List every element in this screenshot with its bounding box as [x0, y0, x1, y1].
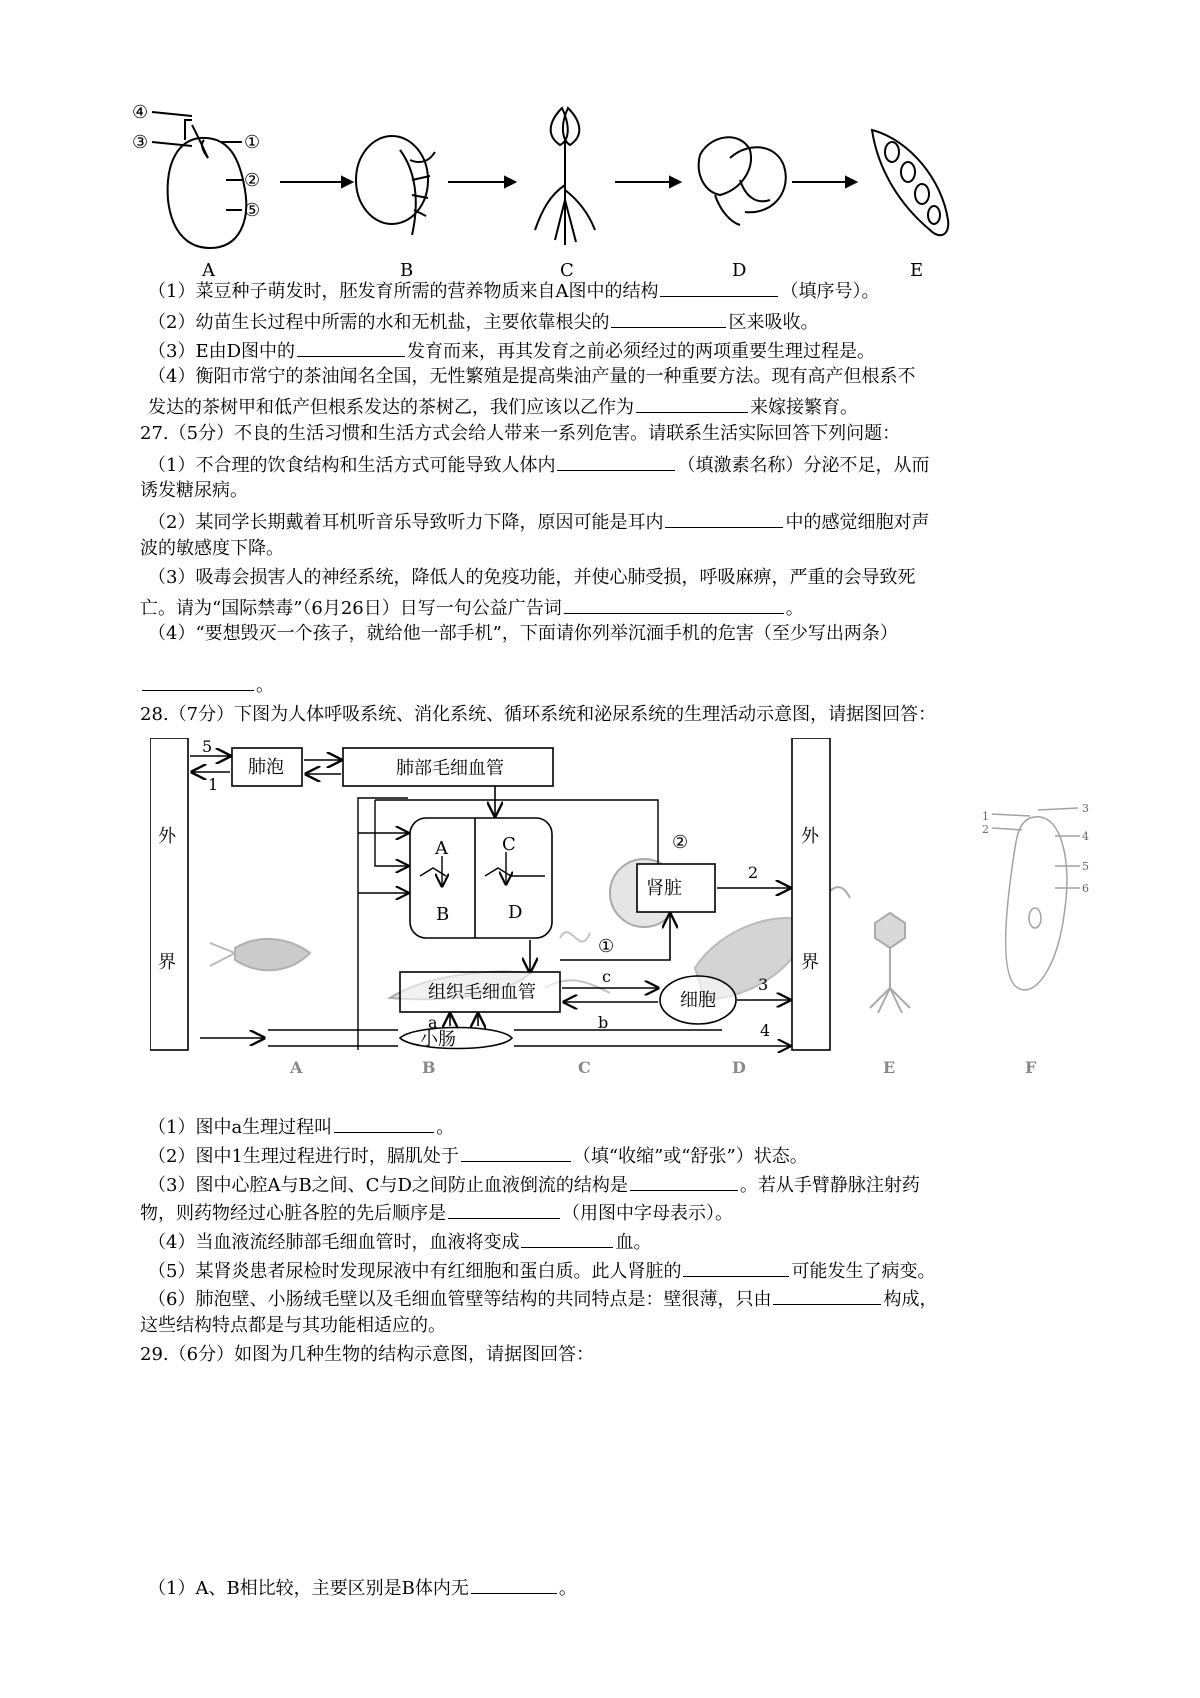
answer-blank[interactable]	[471, 1573, 557, 1594]
q28-answer-3: （3）图中心腔A与B之间、C与D之间防止血液倒流的结构是 。若从手臂静脉注射药	[148, 1170, 920, 1199]
outer-left-char-2: 界	[158, 952, 176, 973]
f-num-3: 3	[1082, 802, 1089, 815]
outer-world-left-box	[150, 738, 188, 1050]
q27-title: 27.（5分）不良的生活习惯和生活方式会给人带来一系列危害。请联系生活实际回答下列问题：	[140, 423, 901, 444]
q28-answer-7: （6）肺泡壁、小肠绒毛壁以及毛细血管壁等结构的共同特点是：壁很薄，只由 构成，	[148, 1284, 937, 1313]
heart-chamber-d: D	[508, 902, 523, 923]
q27-line-7: （4）“要想毁灭一个孩子，就给他一部手机”，下面请你列举沉湎手机的危害（至少写出两条）	[148, 623, 898, 644]
arrow-label-5: 5	[202, 738, 213, 756]
cell-label: 细胞	[680, 990, 716, 1011]
q28-answer-2: （2）图中1生理过程进行时，膈肌处于 （填“收缩”或“舒张”）状态。	[148, 1141, 808, 1170]
flower-d	[699, 137, 786, 225]
answer-blank[interactable]	[665, 507, 783, 528]
f-num-1: 1	[982, 810, 989, 823]
seed-development-figure	[130, 100, 960, 280]
q27-line-5: （3）吸毒会损害人的神经系统，降低人的免疫功能，并使心肺受损，呼吸麻痹，严重的会导致死	[148, 567, 916, 588]
q28-answer-8: 这些结构特点都是与其功能相适应的。	[140, 1315, 446, 1336]
q26-line-5: 发达的茶树甲和低产但根系发达的茶树乙，我们应该以乙作为 来嫁接繁育。	[148, 392, 858, 421]
answer-blank[interactable]	[611, 307, 726, 328]
overlay-letter-f: F	[1025, 1058, 1037, 1077]
q26-line-4: （4）衡阳市常宁的茶油闻名全国，无性繁殖是提高柴油产量的一种重要方法。现有高产但根系不	[148, 366, 916, 387]
f-num-4: 4	[1082, 830, 1089, 843]
arrow-label-c: c	[602, 967, 611, 986]
overlay-letter-b: B	[422, 1058, 436, 1077]
lung-capillary-label: 肺部毛细血管	[396, 758, 504, 779]
overlay-letter-a: A	[290, 1058, 303, 1077]
seedling-c	[535, 108, 595, 245]
panel-label-c: C	[560, 260, 574, 280]
q27-line-1: （1）不合理的饮食结构和生活方式可能导致人体内 （填激素名称）分泌不足，从而	[148, 450, 929, 479]
answer-blank[interactable]	[683, 1256, 789, 1277]
q26-line-1: （1）菜豆种子萌发时，胚发育所需的营养物质来自A图中的结构 （填序号）。	[148, 276, 879, 305]
heart-chamber-c: C	[502, 834, 516, 855]
outer-left-char-1: 外	[158, 826, 176, 847]
germinating-seed-b	[356, 136, 435, 235]
circled-2: ②	[672, 832, 689, 853]
overlay-letter-e: E	[883, 1058, 896, 1077]
heart-chamber-a: A	[435, 838, 448, 859]
overlay-letter-d: D	[732, 1058, 746, 1077]
arrow-label-1: 1	[208, 775, 219, 794]
bacteriophage-e-icon	[870, 913, 910, 1013]
panel-label-b: B	[400, 260, 414, 280]
answer-blank[interactable]	[461, 1141, 571, 1162]
panel-label-d: D	[732, 260, 747, 280]
seed-num-3: ③	[132, 132, 149, 153]
seed-num-2: ②	[244, 170, 261, 191]
q29-title: 29.（6分）如图为几种生物的结构示意图，请据图回答：	[140, 1344, 595, 1365]
arrow-label-a: a	[428, 1013, 438, 1032]
q28-title: 28.（7分）下图为人体呼吸系统、消化系统、循环系统和泌尿系统的生理活动示意图，请据图回答：	[140, 704, 937, 725]
q26-line-3: （3）E由D图中的 发育而来，再其发育之前必须经过的两项重要生理过程是。	[148, 336, 875, 365]
small-intestine-shape	[400, 1028, 512, 1049]
arrow-label-3: 3	[758, 975, 769, 994]
f-num-2: 2	[982, 823, 989, 836]
answer-blank[interactable]	[564, 593, 784, 614]
answer-blank[interactable]	[630, 1170, 738, 1191]
q28-answer-5: （4）当血液流经肺部毛细血管时，血液将变成 血。	[148, 1227, 651, 1256]
answer-blank[interactable]	[334, 1112, 434, 1133]
q28-answer-1: （1）图中a生理过程叫 。	[148, 1112, 454, 1141]
q27-line-6: 亡。请为“国际禁毒”（6月26日）日写一句公益广告词 。	[140, 593, 804, 622]
arrow-label-4: 4	[760, 1021, 771, 1040]
arrow-label-2: 2	[748, 863, 759, 882]
kidney-label: 肾脏	[646, 878, 682, 899]
q27-line-8: 。	[140, 670, 274, 699]
heart-box	[410, 818, 552, 938]
q27-line-3: （2）某同学长期戴着耳机听音乐导致听力下降，原因可能是耳内 中的感觉细胞对声	[148, 507, 929, 536]
circled-1: ①	[598, 936, 615, 957]
outer-world-right-box	[792, 738, 830, 1050]
answer-blank[interactable]	[660, 276, 778, 297]
outer-right-char-2: 界	[801, 952, 819, 973]
q29-line-1: （1）A、B相比较，主要区别是B体内无 。	[148, 1573, 577, 1602]
tissue-capillary-label: 组织毛细血管	[428, 982, 536, 1003]
outer-right-char-1: 外	[801, 826, 819, 847]
physiology-diagram	[150, 738, 1110, 1098]
answer-blank[interactable]	[773, 1284, 881, 1305]
panel-label-a: A	[202, 260, 215, 280]
paramecium-f-icon	[992, 808, 1080, 990]
arrow-label-b: b	[598, 1013, 609, 1032]
answer-blank[interactable]	[557, 450, 675, 471]
q28-answer-4: 物，则药物经过心脏各腔的先后顺序是 （用图中字母表示）。	[140, 1198, 733, 1227]
answer-blank[interactable]	[636, 392, 748, 413]
heart-chamber-b: B	[436, 904, 450, 925]
answer-blank[interactable]	[448, 1198, 560, 1219]
f-num-6: 6	[1082, 882, 1089, 895]
seed-num-5: ⑤	[244, 200, 261, 221]
pod-e	[872, 130, 948, 235]
q26-line-2: （2）幼苗生长过程中所需的水和无机盐，主要依靠根尖的 区来吸收。	[148, 307, 818, 336]
panel-label-e: E	[910, 260, 924, 280]
answer-blank[interactable]	[142, 670, 254, 691]
small-intestine-label: 小肠	[420, 1029, 456, 1050]
alveoli-label: 肺泡	[248, 757, 284, 778]
overlay-letter-c: C	[578, 1058, 591, 1077]
q28-answer-6: （5）某肾炎患者尿检时发现尿液中有红细胞和蛋白质。此人肾脏的 可能发生了病变。	[148, 1256, 935, 1285]
f-num-5: 5	[1082, 860, 1089, 873]
seed-num-1: ①	[244, 132, 261, 153]
q27-line-4: 波的敏感度下降。	[140, 538, 284, 559]
q27-line-2: 诱发糖尿病。	[140, 480, 248, 501]
seed-diagram-a	[152, 112, 246, 248]
seed-num-4: ④	[132, 102, 149, 123]
answer-blank[interactable]	[521, 1227, 613, 1248]
answer-blank[interactable]	[297, 336, 405, 357]
